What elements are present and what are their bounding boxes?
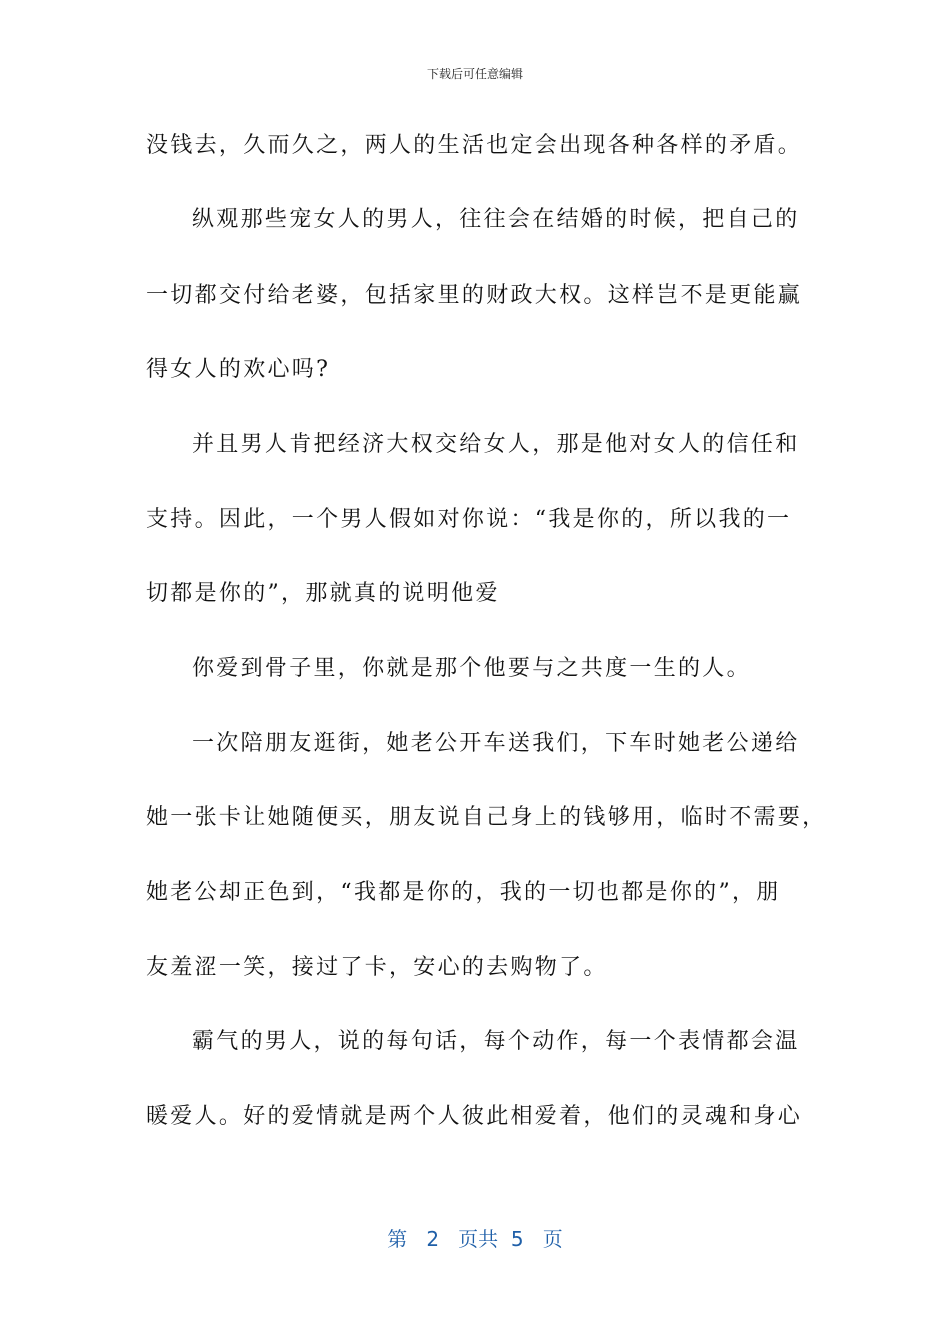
body-line: 你爱到骨子里，你就是那个他要与之共度一生的人。 xyxy=(192,656,751,681)
body-line: 友羞涩一笑，接过了卡，安心的去购物了。 xyxy=(146,955,608,980)
body-line: 切都是你的”，那就真的说明他爱 xyxy=(146,581,500,606)
body-line: 支持。因此，一个男人假如对你说：“我是你的，所以我的一 xyxy=(146,507,792,532)
body-line: 一切都交付给老婆，包括家里的财政大权。这样岂不是更能赢 xyxy=(146,283,803,308)
page-header-note: 下载后可任意编辑 xyxy=(426,67,523,81)
body-line: 纵观那些宠女人的男人，往往会在结婚的时候，把自己的 xyxy=(192,207,800,232)
body-line: 她一张卡让她随便买，朋友说自己身上的钱够用，临时不需要， xyxy=(146,805,827,830)
body-line: 一次陪朋友逛街，她老公开车送我们，下车时她老公递给 xyxy=(192,731,800,756)
footer-prefix: 第 xyxy=(387,1227,408,1251)
body-line: 并且男人肯把经济大权交给女人，那是他对女人的信任和 xyxy=(192,432,800,457)
footer-current-page: 2 xyxy=(426,1227,440,1251)
footer-middle: 页共 xyxy=(458,1227,499,1251)
footer-suffix: 页 xyxy=(542,1227,563,1251)
footer-total-pages: 5 xyxy=(510,1227,524,1251)
body-line: 没钱去，久而久之，两人的生活也定会出现各种各样的矛盾。 xyxy=(146,133,803,158)
body-line: 得女人的欢心吗? xyxy=(146,357,331,382)
page-number-footer xyxy=(0,1226,950,1252)
body-line: 她老公却正色到，“我都是你的，我的一切也都是你的”，朋 xyxy=(146,880,781,905)
body-line: 暖爱人。好的爱情就是两个人彼此相爱着，他们的灵魂和身心 xyxy=(146,1104,803,1129)
body-line: 霸气的男人，说的每句话，每个动作，每一个表情都会温 xyxy=(192,1029,800,1054)
